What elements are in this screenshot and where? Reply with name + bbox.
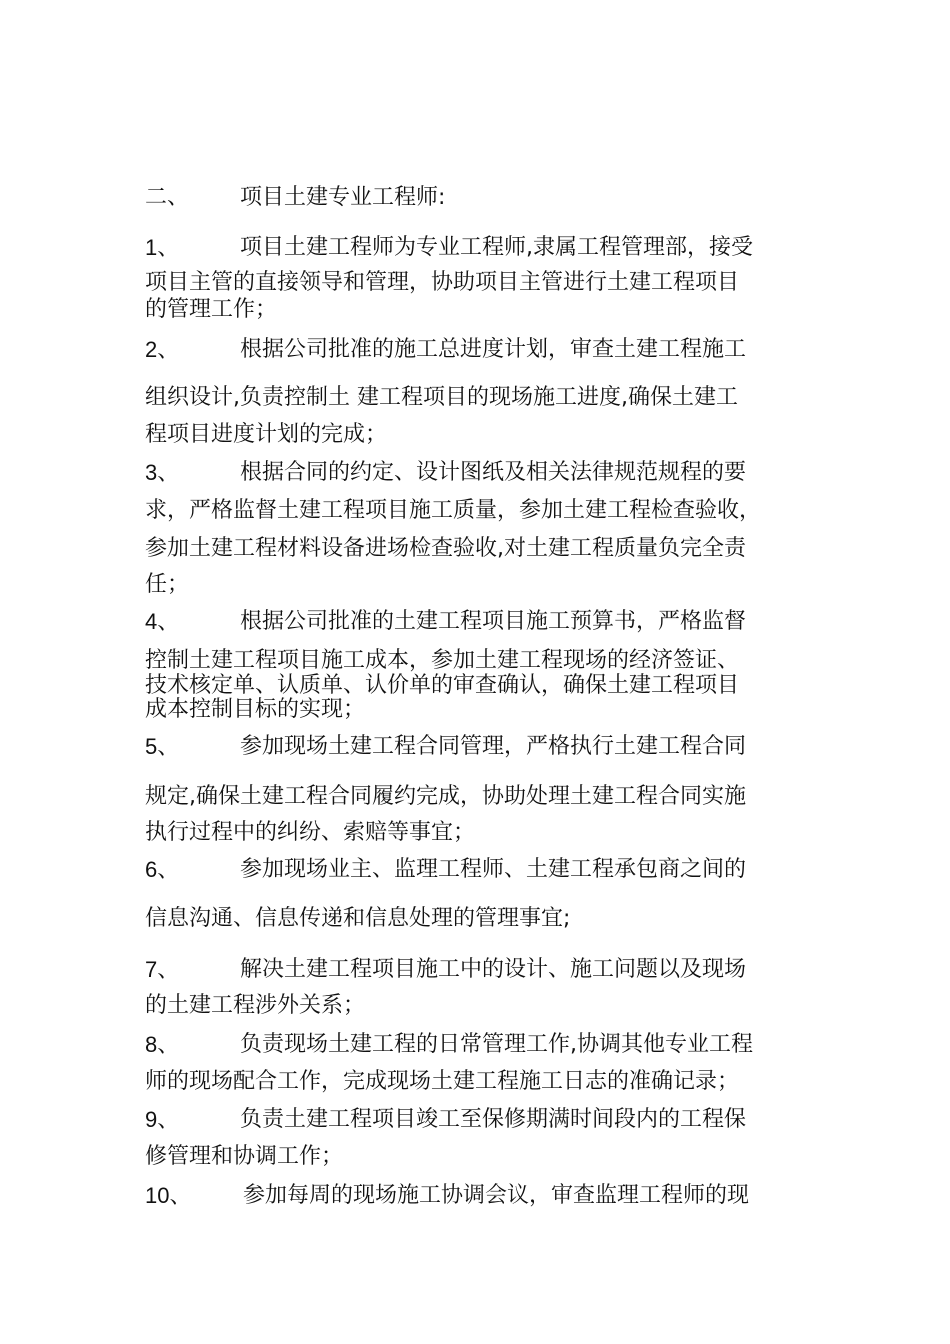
item-line: 求，严格监督土建工程项目施工质量，参加土建工程检查验收， (145, 498, 762, 523)
item-line: 成本控制目标的实现； (145, 697, 366, 722)
item-line: 程项目进度计划的完成； (145, 422, 388, 447)
item-line: 信息沟通、信息传递和信息处理的管理事宜; (145, 906, 571, 931)
item-first-line: 项目土建工程师为专业工程师,隶属工程管理部，接受 (240, 235, 753, 260)
item-first-line: 根据公司批准的施工总进度计划，审查土建工程施工 (240, 337, 747, 362)
item-number: 1、 (145, 235, 180, 260)
item-line: 控制土建工程项目施工成本，参加土建工程现场的经济签证、 (145, 648, 740, 673)
item-number: 5、 (145, 734, 180, 759)
item-line: 规定,确保土建工程合同履约完成，协助处理土建工程合同实施 (145, 784, 746, 809)
item-line: 参加土建工程材料设备进场检查验收,对土建工程质量负完全责 (145, 536, 746, 561)
section-title: 项目土建专业工程师: (240, 185, 446, 210)
item-line: 技术核定单、认质单、认价单的审查确认，确保土建工程项目 (145, 673, 740, 698)
item-first-line: 根据公司批准的土建工程项目施工预算书，严格监督 (240, 609, 747, 634)
item-line: 修管理和协调工作； (145, 1144, 344, 1169)
section-number: 二、 (145, 185, 190, 210)
item-number: 4、 (145, 609, 180, 634)
item-first-line: 解决土建工程项目施工中的设计、施工问题以及现场 (240, 957, 747, 982)
item-number: 2、 (145, 337, 180, 362)
item-line: 的土建工程涉外关系； (145, 993, 366, 1018)
item-number: 7、 (145, 957, 180, 982)
item-line: 师的现场配合工作，完成现场土建工程施工日志的准确记录； (145, 1069, 740, 1094)
item-first-line: 负责现场土建工程的日常管理工作,协调其他专业工程 (240, 1032, 753, 1057)
item-first-line: 负责土建工程项目竣工至保修期满时间段内的工程保 (240, 1107, 747, 1132)
item-number: 10、 (145, 1183, 192, 1208)
item-number: 9、 (145, 1107, 180, 1132)
item-first-line: 参加现场业主、监理工程师、土建工程承包商之间的 (240, 857, 747, 882)
item-first-line: 参加现场土建工程合同管理，严格执行土建工程合同 (240, 734, 747, 759)
item-line: 项目主管的直接领导和管理，协助项目主管进行土建工程项目 (145, 270, 740, 295)
item-first-line: 参加每周的现场施工协调会议，审查监理工程师的现 (243, 1183, 750, 1208)
item-line: 组织设计,负责控制土 建工程项目的现场施工进度,确保土建工 (145, 385, 738, 410)
item-number: 3、 (145, 460, 180, 485)
item-line: 执行过程中的纠纷、索赔等事宜； (145, 820, 476, 845)
item-first-line: 根据合同的约定、设计图纸及相关法律规范规程的要 (240, 460, 747, 485)
item-line: 的管理工作； (145, 297, 278, 322)
item-line: 任； (145, 572, 190, 597)
item-number: 6、 (145, 857, 180, 882)
item-number: 8、 (145, 1032, 180, 1057)
